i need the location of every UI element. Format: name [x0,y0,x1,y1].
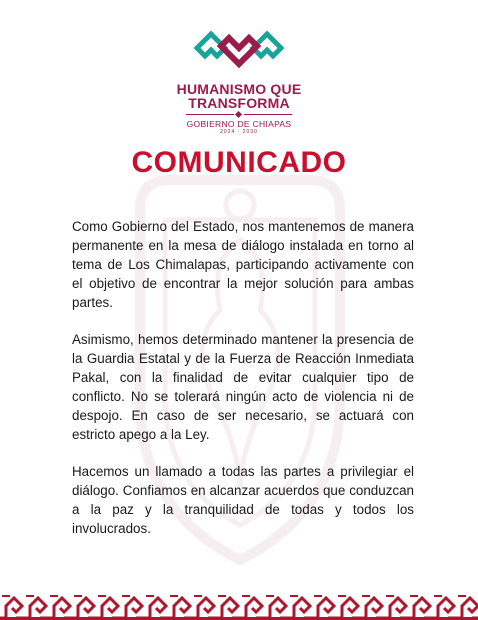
logo-years: 2024 · 2030 [220,129,258,135]
hands-heart-logo-icon [191,26,287,74]
paragraph-2: Asimismo, hemos determinado mantener la presencia de la Guardia Estatal y de la Fuerza de Reacción Inmediata Pakal, con la finalidad de evitar cualquier tipo de conflicto. No se tolerará ningún acto de violencia ni de despojo. En caso de ser necesario, se actuará con estricto apego a la Ley. [72,332,414,442]
logo-government-name: GOBIERNO DE CHIAPAS [186,119,292,129]
paragraph-3: Hacemos un llamado a todas las partes a privilegiar el diálogo. Confiamos en alcanzar acuerdos que conduzcan a la paz y la tranquilidad de todas y todos los involucrados. [72,464,414,536]
greek-fret-border [0,594,478,620]
logo-divider [186,112,292,118]
government-logo [0,26,478,136]
logo-slogan-line1: HUMANISMO QUE [176,81,302,97]
page-title: COMUNICADO [131,146,347,179]
logo-slogan-line2: TRANSFORMA [188,95,290,111]
communique-body [72,217,414,556]
paragraph-1: Como Gobierno del Estado, nos mantenemos de manera permanente en la mesa de diálogo instalada en torno al tema de Los Chimalapas, participando activamente con el objetivo de encontrar la mejor solución para ambas partes. [72,219,414,310]
